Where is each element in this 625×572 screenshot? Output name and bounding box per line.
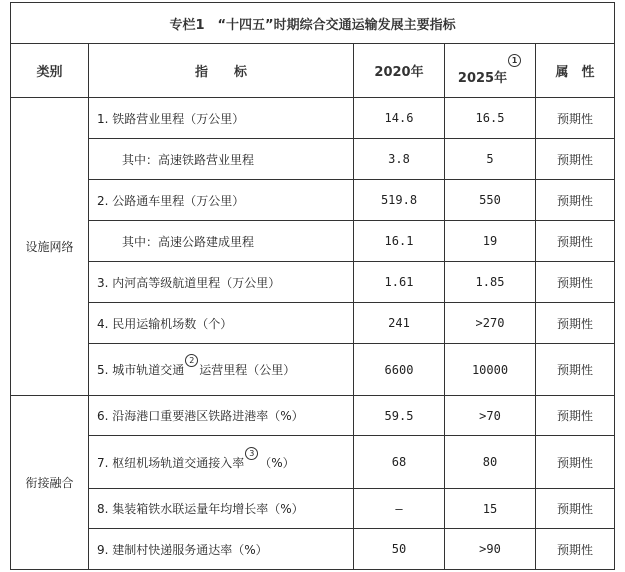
- value-2025-cell: >270: [445, 303, 536, 344]
- attribute-cell: 预期性: [536, 529, 615, 570]
- value-2020-cell: 16.1: [354, 221, 445, 262]
- value-2020-cell: —: [354, 489, 445, 529]
- indicator-cell: 1. 铁路营业里程（万公里）: [89, 98, 354, 139]
- value-2025-cell: >90: [445, 529, 536, 570]
- indicator-cell: 其中：高速公路建成里程: [89, 221, 354, 262]
- indicator-label-part: 运营里程（公里）: [199, 363, 296, 377]
- value-2025-cell: >70: [445, 396, 536, 436]
- indicator-cell: [89, 436, 354, 489]
- value-2025-cell: 550: [445, 180, 536, 221]
- indicator-label-part: 7. 枢纽机场轨道交通接入率: [97, 455, 245, 470]
- attribute-cell: 预期性: [536, 221, 615, 262]
- value-2025-cell: 10000: [445, 344, 536, 396]
- value-2020-cell: 68: [354, 436, 445, 489]
- table-row: [11, 221, 615, 262]
- table-row: [11, 139, 615, 180]
- value-2025-cell: 1.85: [445, 262, 536, 303]
- indicator-label-part: 5. 城市轨道交通: [97, 363, 185, 377]
- header-attribute: 属 性: [536, 44, 615, 98]
- footnote-marker-3: 3: [245, 447, 258, 460]
- attribute-cell: 预期性: [536, 344, 615, 396]
- table-row: [11, 489, 615, 529]
- value-2020-cell: 6600: [354, 344, 445, 396]
- header-2025-label: 2025年: [457, 71, 508, 86]
- header-row: [11, 44, 615, 98]
- table-row: [11, 262, 615, 303]
- header-2025: [445, 44, 536, 98]
- indicator-cell: 9. 建制村快递服务通达率（%）: [89, 529, 354, 570]
- value-2020-cell: 241: [354, 303, 445, 344]
- value-2025-cell: 5: [445, 139, 536, 180]
- table-row: [11, 303, 615, 344]
- value-2025-cell: 16.5: [445, 98, 536, 139]
- indicator-cell: 6. 沿海港口重要港区铁路进港率（%）: [89, 396, 354, 436]
- attribute-cell: 预期性: [536, 436, 615, 489]
- indicator-cell: 2. 公路通车里程（万公里）: [89, 180, 354, 221]
- table-row: [11, 344, 615, 396]
- indicator-table-frame: [10, 2, 614, 570]
- indicator-cell: 8. 集装箱铁水联运量年均增长率（%）: [89, 489, 354, 529]
- category-cell: 衔接融合: [11, 396, 89, 570]
- table-row: [11, 98, 615, 139]
- value-2025-cell: 15: [445, 489, 536, 529]
- value-2025-cell: 19: [445, 221, 536, 262]
- value-2020-cell: 50: [354, 529, 445, 570]
- attribute-cell: 预期性: [536, 489, 615, 529]
- header-2020: 2020年: [354, 44, 445, 98]
- indicator-table: [10, 2, 615, 570]
- table-row: [11, 180, 615, 221]
- indicator-cell: [89, 344, 354, 396]
- attribute-cell: 预期性: [536, 180, 615, 221]
- attribute-cell: 预期性: [536, 139, 615, 180]
- attribute-cell: 预期性: [536, 396, 615, 436]
- table-row: [11, 396, 615, 436]
- value-2025-cell: 80: [445, 436, 536, 489]
- header-indicator: 指 标: [89, 44, 354, 98]
- value-2020-cell: 519.8: [354, 180, 445, 221]
- table-row: [11, 436, 615, 489]
- value-2020-cell: 3.8: [354, 139, 445, 180]
- value-2020-cell: 1.61: [354, 262, 445, 303]
- indicator-cell: 4. 民用运输机场数（个）: [89, 303, 354, 344]
- header-category: 类别: [11, 44, 89, 98]
- value-2020-cell: 14.6: [354, 98, 445, 139]
- indicator-cell: 3. 内河高等级航道里程（万公里）: [89, 262, 354, 303]
- table-row: [11, 529, 615, 570]
- footnote-marker-2: 2: [185, 354, 198, 367]
- indicator-label-part: （%）: [259, 455, 295, 470]
- attribute-cell: 预期性: [536, 303, 615, 344]
- indicator-cell: 其中：高速铁路营业里程: [89, 139, 354, 180]
- table-title: 专栏1 “十四五”时期综合交通运输发展主要指标: [11, 3, 615, 44]
- attribute-cell: 预期性: [536, 262, 615, 303]
- attribute-cell: 预期性: [536, 98, 615, 139]
- category-cell: 设施网络: [11, 98, 89, 396]
- value-2020-cell: 59.5: [354, 396, 445, 436]
- footnote-marker-1: 1: [508, 54, 521, 67]
